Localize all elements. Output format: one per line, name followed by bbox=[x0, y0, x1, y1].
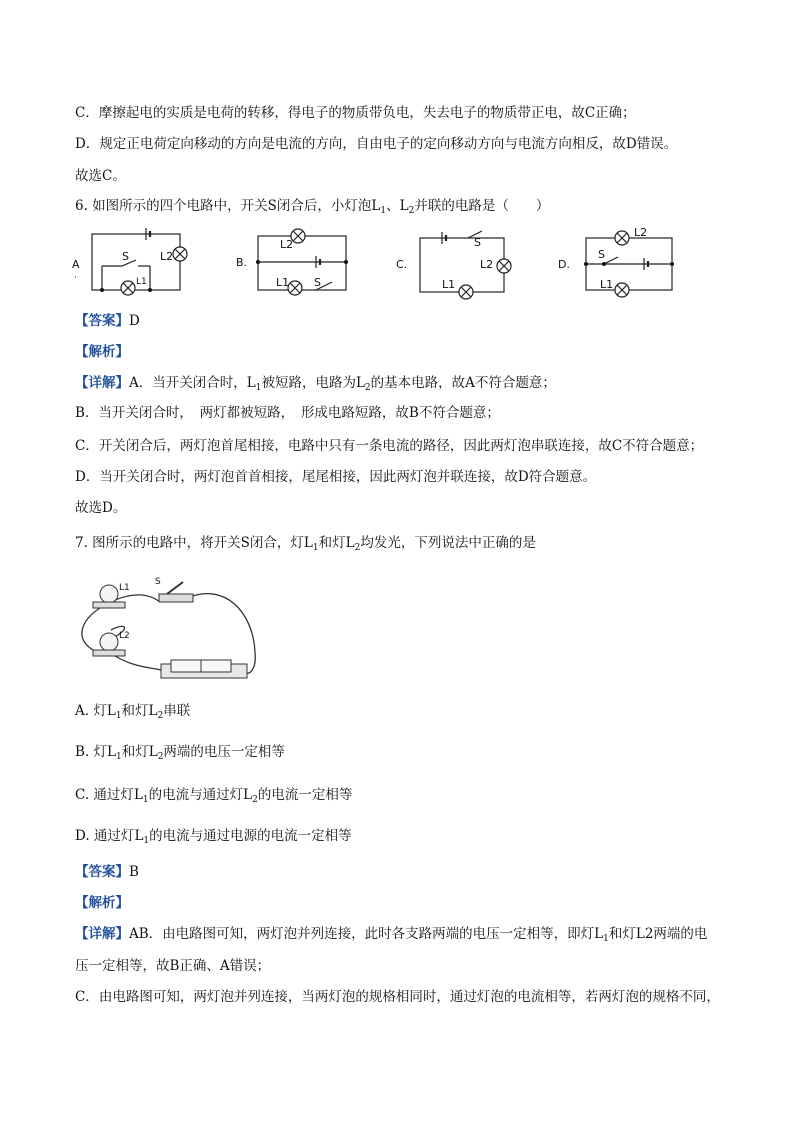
option-7d: D. 通过灯$L_1$的电流与通过电源的电流一定相等 bbox=[75, 828, 352, 846]
svg-text:L2: L2 bbox=[634, 226, 648, 239]
svg-text:L2: L2 bbox=[480, 258, 494, 271]
svg-text:S: S bbox=[155, 577, 161, 587]
wire-bottom bbox=[115, 656, 161, 670]
label-b: B. bbox=[236, 256, 248, 269]
explanation-7ab-cont: 压一定相等，故B正确、A错误； bbox=[75, 958, 271, 974]
label-d: D. bbox=[558, 258, 570, 271]
explanation-6d: D．当开关闭合时，两灯泡首首相接，尾尾相接，因此两灯泡并联连接，故D符合题意。 bbox=[75, 469, 597, 485]
battery-holder bbox=[161, 660, 247, 678]
explanation-6b: B．当开关闭合时， 两灯都被短路， 形成电路短路，故B不符合题意； bbox=[75, 405, 500, 421]
label-c: C. bbox=[396, 258, 408, 271]
svg-text:S: S bbox=[598, 248, 605, 261]
svg-text:L1: L1 bbox=[600, 278, 614, 291]
answer-6: 【答案】D bbox=[75, 313, 140, 329]
explanation-7ab: 【详解】AB．由电路图可知，两灯泡并列连接，此时各支路两端的电压一定相等，即灯$L_1$和灯L2两端的电 bbox=[75, 926, 708, 944]
svg-text:S: S bbox=[474, 236, 481, 249]
question-6: 6. 如图所示的四个电路中，开关S闭合后，小灯泡$L_1$、$L_2$并联的电路是（ ） bbox=[75, 198, 550, 216]
option-c-explanation: C．摩擦起电的实质是电荷的转移，得电子的物质带负电，失去电子的物质带正电，故C正确； bbox=[75, 105, 636, 121]
svg-text:L1: L1 bbox=[442, 278, 456, 291]
wire-top bbox=[115, 595, 160, 602]
svg-text:L1: L1 bbox=[276, 276, 290, 289]
q7-circuit-picture bbox=[75, 572, 265, 690]
wire-left bbox=[82, 606, 103, 652]
choose-c: 故选C。 bbox=[75, 168, 126, 184]
switch-s bbox=[159, 582, 193, 602]
svg-text:L1: L1 bbox=[119, 583, 130, 593]
analysis-7: 【解析】 bbox=[75, 895, 129, 911]
q6-circuit-diagrams bbox=[70, 222, 690, 302]
explanation-6c: C．开关闭合后，两灯泡首尾相接，电路中只有一条电流的路径，因此两灯泡串联连接，故C不符合题意； bbox=[75, 438, 704, 454]
option-d-explanation: D．规定正电荷定向移动的方向是电流的方向，自由电子的定向移动方向与电流方向相反，故D错误。 bbox=[75, 136, 678, 152]
question-7: 7. 图所示的电路中，将开关S闭合，灯$L_1$和灯$L_2$均发光，下列说法中正确的是 bbox=[75, 535, 536, 553]
choose-d: 故选D。 bbox=[75, 500, 127, 516]
analysis-6: 【解析】 bbox=[75, 344, 129, 360]
explanation-7c: C．由电路图可知，两灯泡并列连接，当两灯泡的规格相同时，通过灯泡的电流相等，若两灯泡的规格不同， bbox=[75, 989, 720, 1005]
svg-text:L1: L1 bbox=[136, 277, 147, 287]
label-a: A bbox=[72, 258, 80, 271]
svg-text:S: S bbox=[122, 250, 129, 263]
svg-text:S: S bbox=[314, 276, 321, 289]
explanation-6a: 【详解】A．当开关闭合时，$L_1$被短路，电路为$L_2$的基本电路，故A不符合题意； bbox=[75, 375, 556, 393]
option-7c: C. 通过灯$L_1$的电流与通过灯$L_2$的电流一定相等 bbox=[75, 787, 353, 805]
circuit-b-frame bbox=[258, 236, 346, 290]
svg-text:L2: L2 bbox=[280, 238, 294, 251]
answer-7: 【答案】B bbox=[75, 864, 139, 880]
circuit-d-switch bbox=[604, 257, 618, 264]
option-7b: B. 灯$L_1$和灯$L_2$两端的电压一定相等 bbox=[75, 744, 285, 762]
option-7a: A. 灯$L_1$和灯$L_2$串联 bbox=[75, 703, 191, 721]
svg-text:·: · bbox=[74, 273, 77, 283]
svg-text:L2: L2 bbox=[119, 631, 130, 641]
svg-text:L2: L2 bbox=[160, 250, 174, 263]
